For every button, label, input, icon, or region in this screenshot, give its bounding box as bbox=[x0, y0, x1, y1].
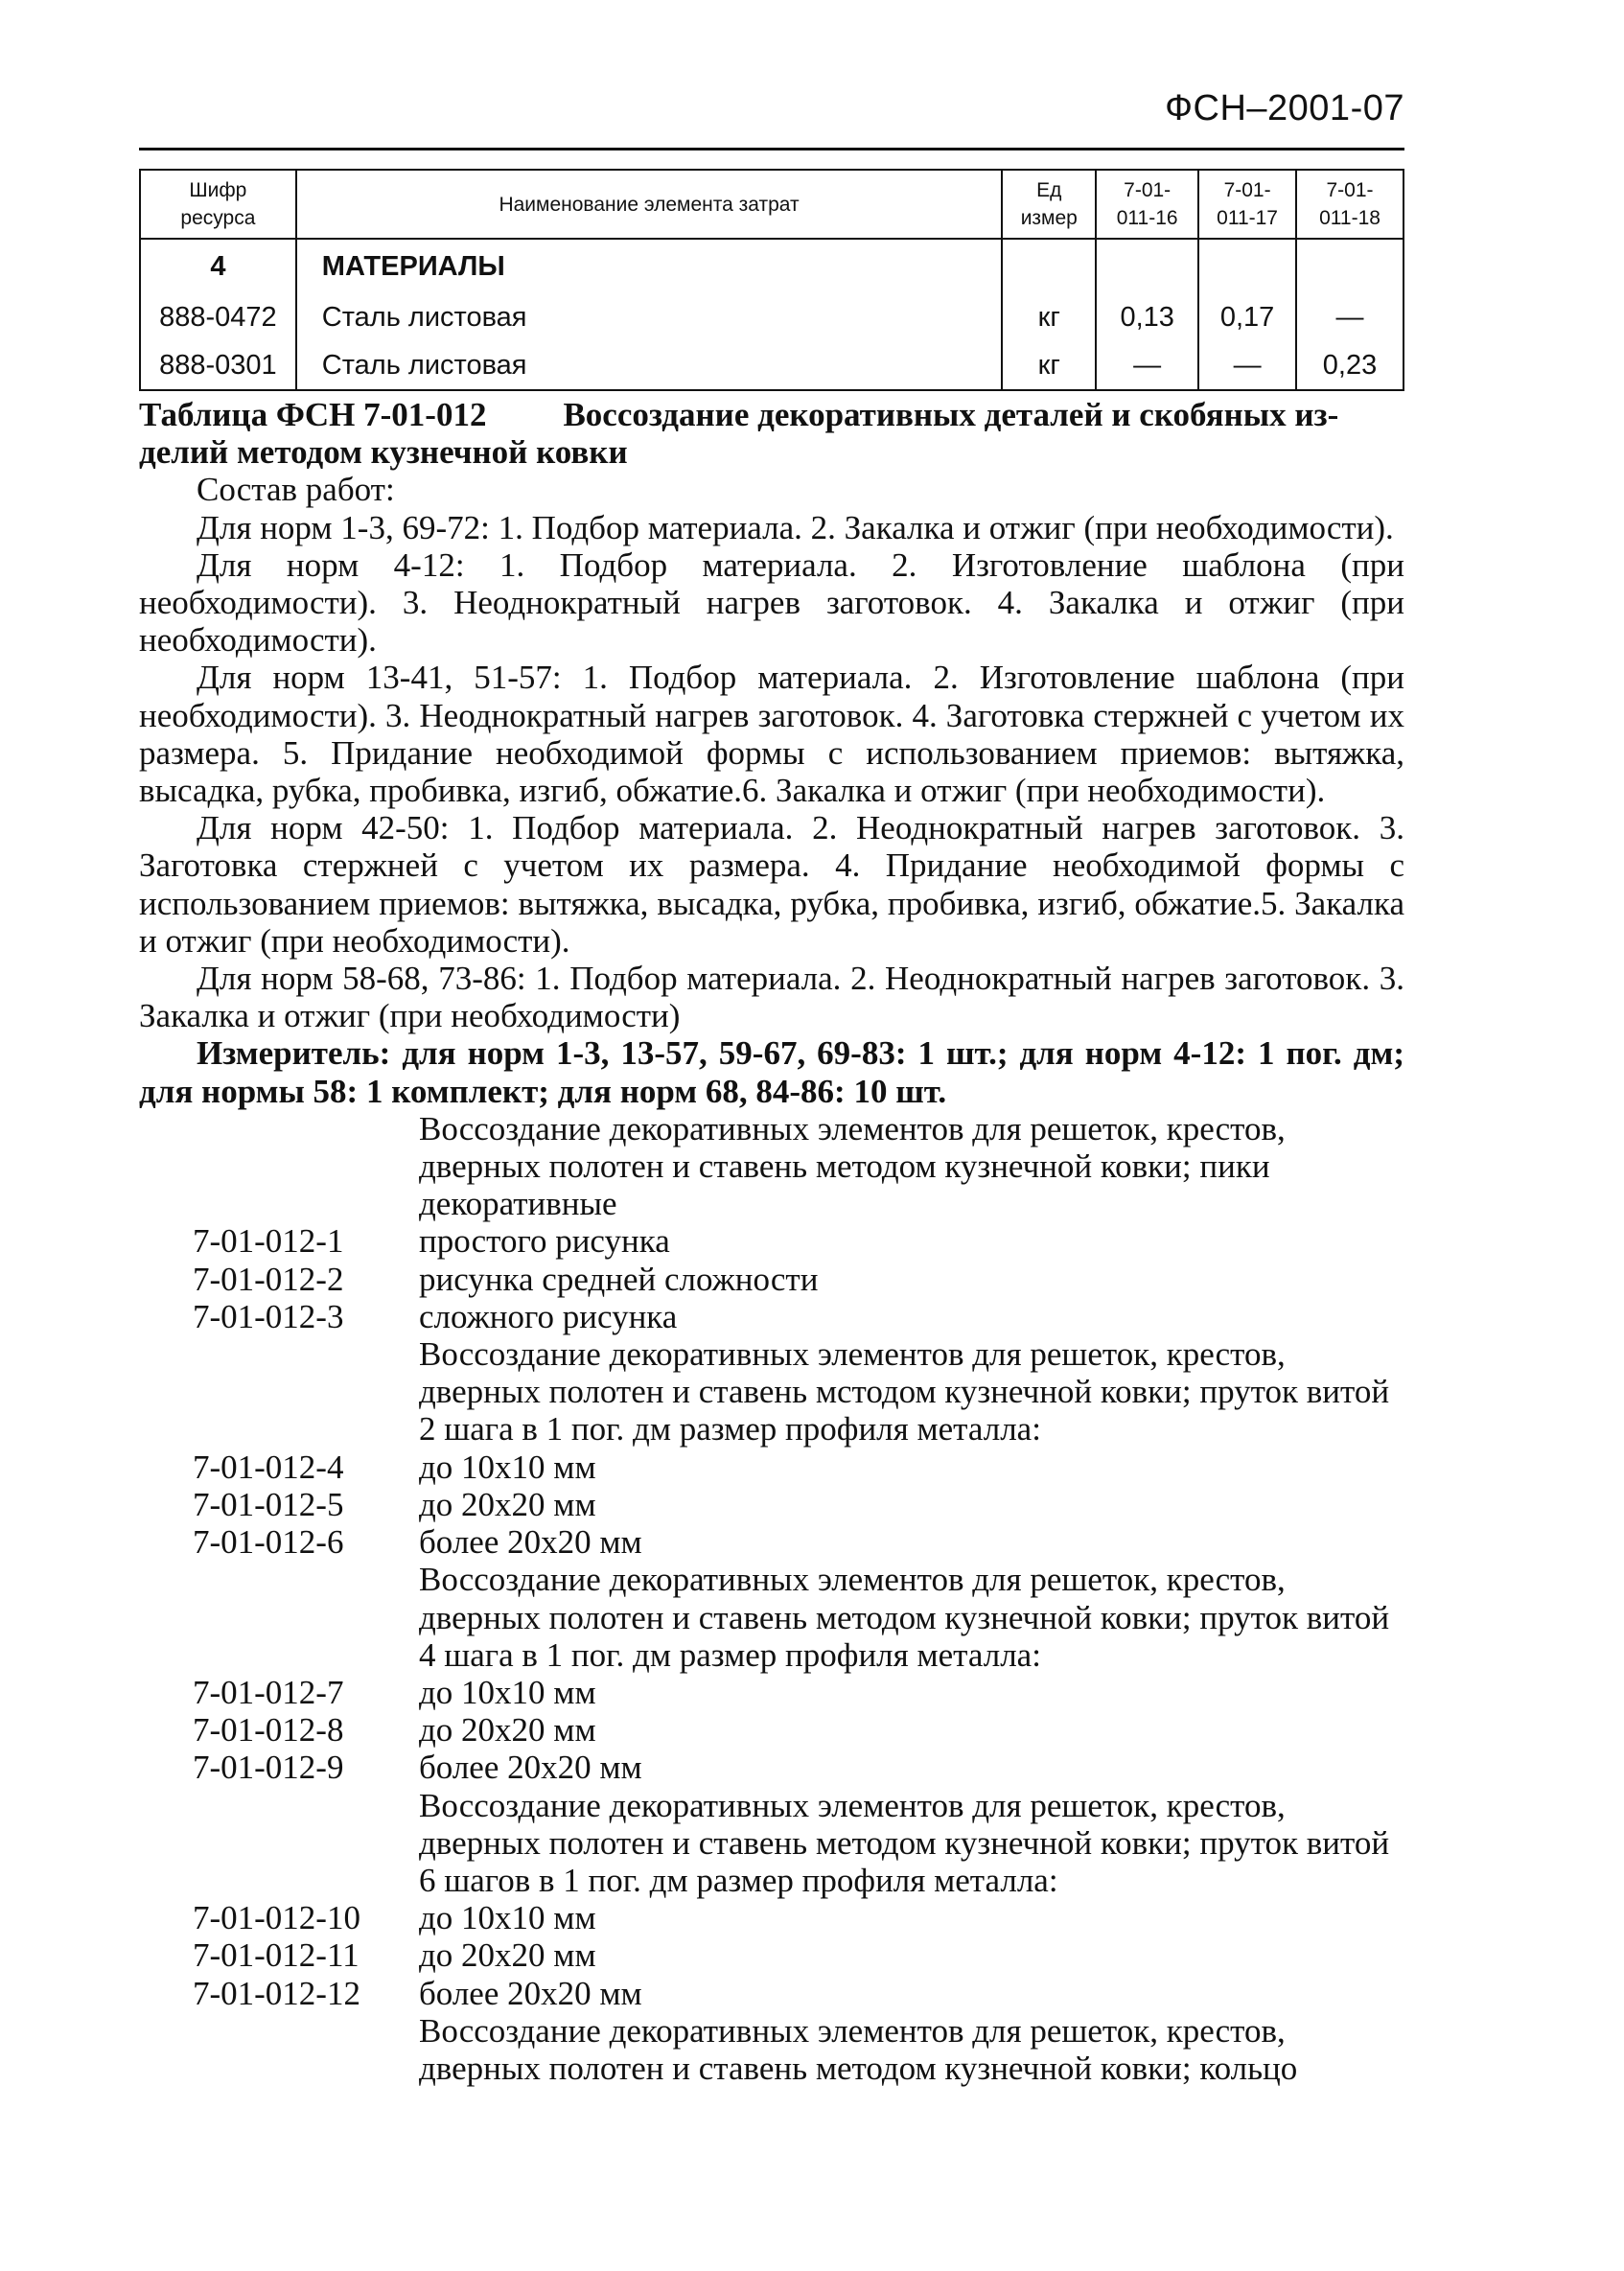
norm-group-description: Воссоздание декоративных элементов для решеток, крестов, дверных полотен и ставень методом кузнечной ковки; кольцо bbox=[419, 2011, 1298, 2087]
header-unit: Ед измер bbox=[1002, 170, 1096, 239]
norm-item bbox=[139, 1222, 1404, 1260]
norm-item bbox=[139, 1936, 1404, 1974]
norm-code: 7-01-012-1 bbox=[193, 1222, 344, 1261]
table-title-label: Таблица ФСН 7-01-012 bbox=[139, 396, 487, 433]
document-body bbox=[139, 396, 1404, 2087]
table-header-row bbox=[140, 170, 1404, 239]
header-norm-18: 7-01- 011-18 bbox=[1296, 170, 1404, 239]
value-norm-16: 0,13 bbox=[1096, 293, 1198, 341]
header-resource-code: Шифр ресурса bbox=[140, 170, 296, 239]
norm-item bbox=[139, 1749, 1404, 1786]
header-norm-17: 7-01- 011-17 bbox=[1198, 170, 1296, 239]
norm-text: более 20х20 мм bbox=[419, 1974, 642, 2012]
norm-item bbox=[139, 1899, 1404, 1936]
norm-item bbox=[139, 1448, 1404, 1486]
composition-paragraph: Для норм 13-41, 51-57: 1. Подбор материала. 2. Изготовление шаблона (при необходимости). 3. Неоднократный нагрев заготовок. 4. Заготовка стержней с учетом их размера. 5. Придание необходимой формы с использованием приемов: вытяжка, высадка, рубка, пробивка, изгиб, обжатие.6. Закалка и отжиг (при необходимости). bbox=[139, 659, 1404, 810]
norm-group bbox=[139, 1787, 1404, 2012]
table-row bbox=[140, 293, 1404, 341]
norm-text: сложного рисунка bbox=[419, 1297, 678, 1335]
norm-text: более 20х20 мм bbox=[419, 1749, 642, 1787]
resource-code: 888-0472 bbox=[140, 293, 296, 341]
value-norm-18: — bbox=[1296, 293, 1404, 341]
norm-text: до 20х20 мм bbox=[419, 1711, 596, 1750]
document-code: ФСН–2001-07 bbox=[1165, 88, 1404, 128]
norm-item bbox=[139, 1711, 1404, 1749]
norm-code: 7-01-012-3 bbox=[193, 1297, 344, 1335]
norm-code: 7-01-012-4 bbox=[193, 1448, 344, 1486]
norm-text: до 10х10 мм bbox=[419, 1899, 596, 1937]
measure-unit-statement: Измеритель: для норм 1-3, 13-57, 59-67, 69-83: 1 шт.; для норм 4-12: 1 пог. дм; для нормы 58: 1 комплект; для норм 68, 84-86: 10 шт. bbox=[139, 1034, 1404, 1110]
composition-paragraph: Для норм 4-12: 1. Подбор материала. 2. Изготовление шаблона (при необходимости). 3. Неоднократный нагрев заготовок. 4. Закалка и отжиг (при необходимости). bbox=[139, 545, 1404, 660]
header-rule bbox=[139, 148, 1404, 151]
composition-paragraph: Для норм 58-68, 73-86: 1. Подбор материала. 2. Неоднократный нагрев заготовок. 3. Закалка и отжиг (при необходимости) bbox=[139, 960, 1404, 1035]
norm-item bbox=[139, 1975, 1404, 2012]
table-title-text-continued: делий методом кузнечной ковки bbox=[139, 433, 628, 472]
norm-item bbox=[139, 1523, 1404, 1561]
value-norm-16: — bbox=[1096, 341, 1198, 390]
resource-code: 888-0301 bbox=[140, 341, 296, 390]
norm-code: 7-01-012-2 bbox=[193, 1260, 344, 1298]
norm-code: 7-01-012-5 bbox=[193, 1485, 344, 1523]
norm-item bbox=[139, 1674, 1404, 1711]
norm-code: 7-01-012-9 bbox=[193, 1749, 344, 1787]
norm-item bbox=[139, 1486, 1404, 1523]
resource-name: Сталь листовая bbox=[296, 293, 1003, 341]
resource-name: Сталь листовая bbox=[296, 341, 1003, 390]
norm-item bbox=[139, 1298, 1404, 1335]
norm-code: 7-01-012-10 bbox=[193, 1899, 360, 1937]
norm-group-description: Воссоздание декоративных элементов для решеток, крестов, дверных полотен и ставень методом кузнечной ковки; пики декоративные bbox=[419, 1109, 1286, 1223]
table-section-row bbox=[140, 239, 1404, 293]
table-row bbox=[140, 341, 1404, 390]
norm-group bbox=[139, 1561, 1404, 1786]
resource-unit: кг bbox=[1002, 293, 1096, 341]
header-cost-element-name: Наименование элемента затрат bbox=[296, 170, 1003, 239]
norm-text: рисунка средней сложности bbox=[419, 1260, 819, 1298]
norm-text: до 10х10 мм bbox=[419, 1448, 596, 1486]
norm-text: до 20х20 мм bbox=[419, 1485, 596, 1523]
norm-code: 7-01-012-7 bbox=[193, 1673, 344, 1711]
section-name: МАТЕРИАЛЫ bbox=[296, 239, 1003, 293]
norm-code: 7-01-012-8 bbox=[193, 1711, 344, 1750]
resource-table bbox=[139, 169, 1404, 391]
header-norm-16: 7-01- 011-16 bbox=[1096, 170, 1198, 239]
norm-group-description: Воссоздание декоративных элементов для решеток, крестов, дверных полотен и ставень мстодом кузнечной ковки; пруток витой 2 шага в 1 пог. дм размер профиля металла: bbox=[419, 1335, 1390, 1448]
norm-code: 7-01-012-12 bbox=[193, 1974, 360, 2012]
norm-text: простого рисунка bbox=[419, 1222, 670, 1261]
norm-text: более 20х20 мм bbox=[419, 1523, 642, 1562]
norm-group bbox=[139, 1110, 1404, 1335]
norm-code: 7-01-012-11 bbox=[193, 1936, 360, 1975]
norm-code: 7-01-012-6 bbox=[193, 1523, 344, 1562]
norm-group bbox=[139, 2012, 1404, 2087]
norm-text: до 10х10 мм bbox=[419, 1673, 596, 1711]
norm-group-description: Воссоздание декоративных элементов для решеток, крестов, дверных полотен и ставень методом кузнечной ковки; пруток витой 4 шага в 1 пог. дм размер профиля металла: bbox=[419, 1561, 1390, 1674]
composition-label: Состав работ: bbox=[197, 471, 395, 509]
norm-group-description: Воссоздание декоративных элементов для решеток, крестов, дверных полотен и ставень методом кузнечной ковки; пруток витой 6 шагов в 1 пог. дм размер профиля металла: bbox=[419, 1786, 1390, 1899]
table-title bbox=[139, 396, 1404, 471]
value-norm-17: — bbox=[1198, 341, 1296, 390]
norm-item bbox=[139, 1261, 1404, 1298]
resource-unit: кг bbox=[1002, 341, 1096, 390]
norm-text: до 20х20 мм bbox=[419, 1936, 596, 1975]
norm-group bbox=[139, 1335, 1404, 1561]
value-norm-17: 0,17 bbox=[1198, 293, 1296, 341]
value-norm-18: 0,23 bbox=[1296, 341, 1404, 390]
table-title-text: Воссоздание декоративных деталей и скобяных из- bbox=[563, 396, 1339, 433]
section-code: 4 bbox=[140, 239, 296, 293]
composition-paragraph: Для норм 42-50: 1. Подбор материала. 2. Неоднократный нагрев заготовок. 3. Заготовка стержней с учетом их размера. 4. Придание необходимой формы с использованием приемов: вытяжка, высадка, рубка, пробивка, изгиб, обжатие.5. Закалка и отжиг (при необходимости). bbox=[139, 809, 1404, 960]
composition-paragraph: Для норм 1-3, 69-72: 1. Подбор материала. 2. Закалка и отжиг (при необходимости). bbox=[197, 508, 1394, 546]
